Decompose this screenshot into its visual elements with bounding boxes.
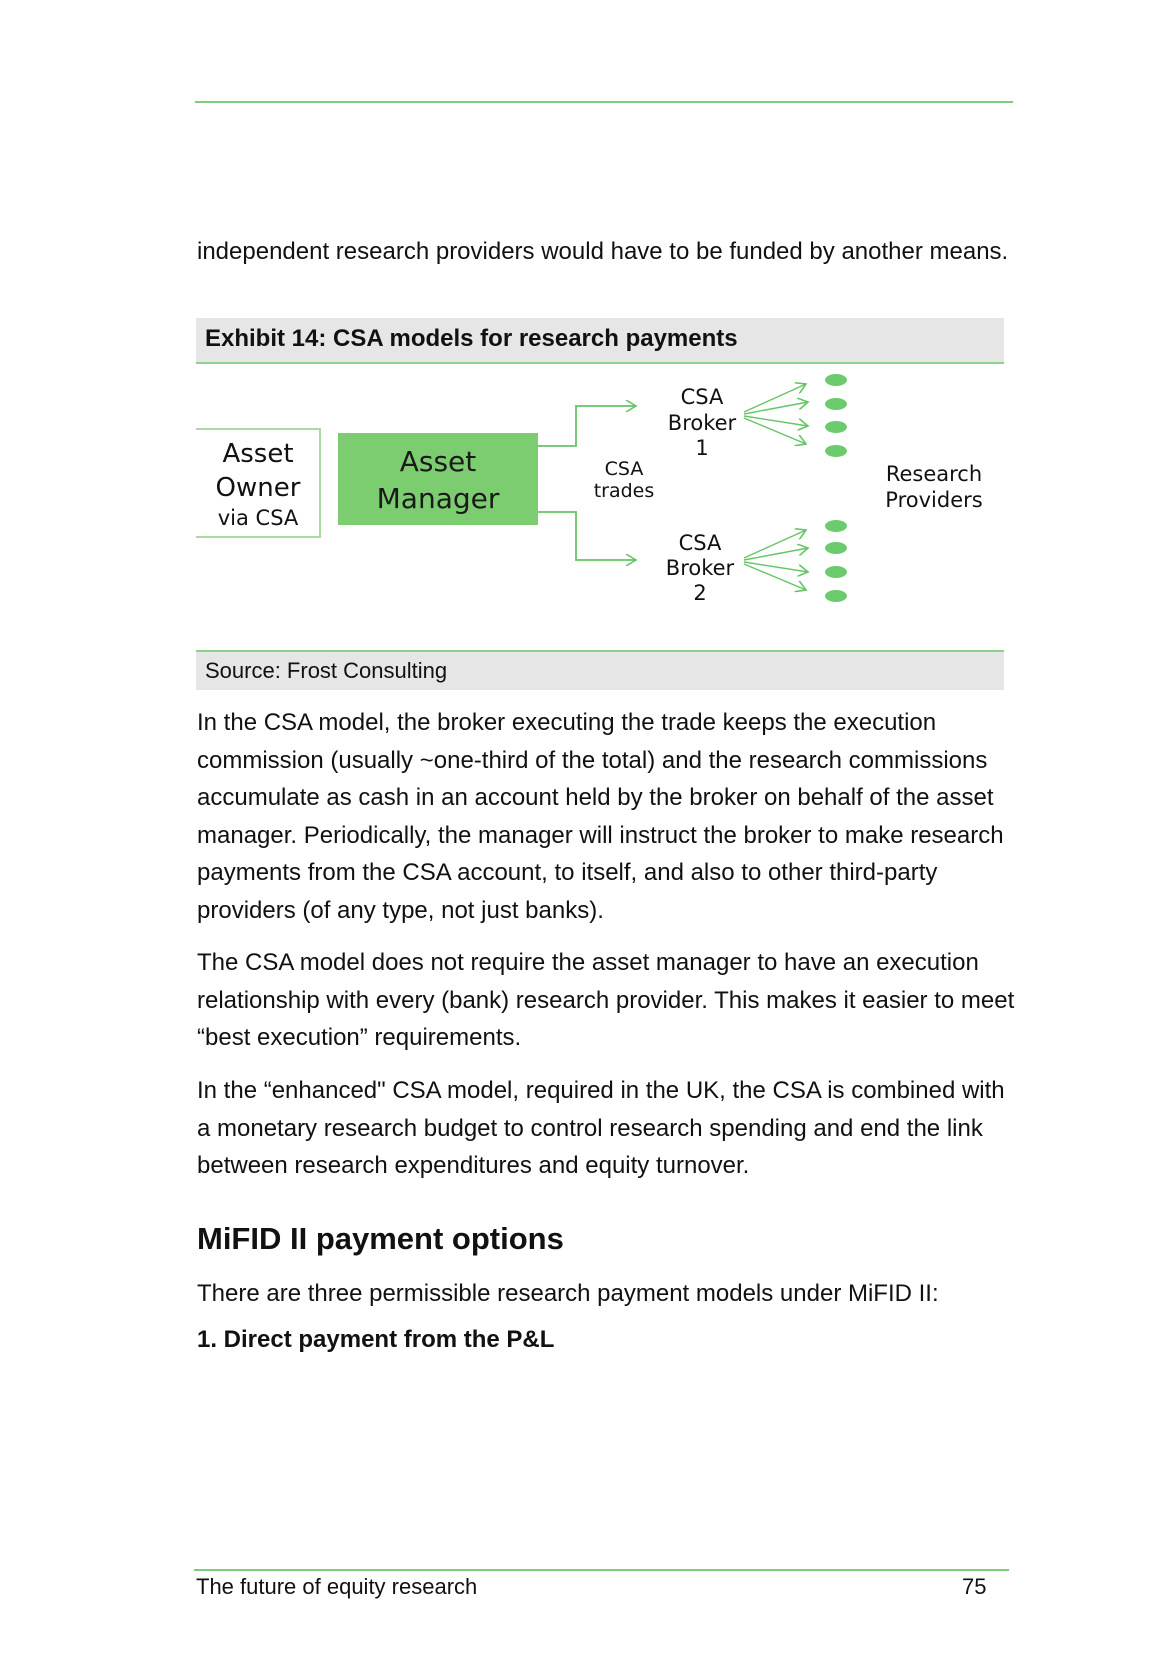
research-providers-line1: Research <box>885 462 983 486</box>
arrow-to-broker-2 <box>538 512 636 560</box>
broker2-line3: 2 <box>693 581 707 605</box>
asset-owner-line3: via CSA <box>217 506 299 530</box>
broker1-line2: Broker <box>667 411 737 435</box>
broker2-line2: Broker <box>665 556 735 580</box>
asset-manager-line1: Asset <box>399 445 477 478</box>
csa-trades-line1: CSA <box>604 458 644 480</box>
asset-owner-box <box>196 429 320 537</box>
section-intro: There are three permissible research payment models under MiFID II: <box>197 1280 939 1307</box>
csa-trades-line2: trades <box>593 480 655 502</box>
footer-rule <box>194 1569 1009 1571</box>
exhibit-source-bar <box>196 650 1004 690</box>
body-paragraph-3: In the “enhanced" CSA model, required in the UK, the CSA is combined with a monetary research budget to control research spending and end the link between research expenditures and equity turnover. <box>197 1077 1005 1179</box>
broker1-fan-arrows <box>744 384 808 444</box>
provider-dot <box>825 421 847 433</box>
broker1-line1: CSA <box>680 385 724 409</box>
exhibit-title: Exhibit 14: CSA models for research payments <box>205 325 738 352</box>
provider-dot <box>825 445 847 457</box>
list-item-heading: 1. Direct payment from the P&L <box>197 1326 555 1353</box>
provider-dot <box>825 398 847 410</box>
csa-diagram <box>196 364 1004 648</box>
body-paragraph-2: The CSA model does not require the asset manager to have an execution relationship with every (bank) research provider. This makes it easier to meet “best execution” requirements. <box>197 949 1015 1051</box>
footer-title: The future of equity research <box>196 1574 478 1599</box>
provider-dot <box>825 590 847 602</box>
arrow-to-broker-1 <box>538 406 636 446</box>
research-providers-line2: Providers <box>885 488 983 512</box>
asset-owner-line1: Asset <box>222 439 294 469</box>
header-rule <box>195 101 1013 103</box>
provider-dot <box>825 542 847 554</box>
asset-owner-line2: Owner <box>215 473 301 503</box>
broker2-line1: CSA <box>678 531 722 555</box>
page-number: 75 <box>962 1574 987 1599</box>
provider-dot <box>825 566 847 578</box>
broker2-fan-arrows <box>744 530 808 590</box>
section-heading: MiFID II payment options <box>197 1221 564 1256</box>
asset-manager-line2: Manager <box>376 482 500 515</box>
asset-manager-box <box>338 433 538 525</box>
provider-dot <box>825 374 847 386</box>
intro-paragraph: independent research providers would have to be funded by another means. <box>197 238 1009 265</box>
provider-dot <box>825 520 847 532</box>
exhibit-header <box>196 318 1004 364</box>
provider-dots <box>825 374 847 602</box>
broker1-line3: 1 <box>695 436 709 460</box>
exhibit-source: Source: Frost Consulting <box>205 658 448 683</box>
body-paragraph-1: In the CSA model, the broker executing the trade keeps the execution commission (usually ~one-third of the total) and the research commissions accumulate as cash in an account held by the broker on behalf of the asset manager. Periodically, the manager will instruct the broker to make research payments from the CSA account, to itself, and also to other third-party providers (of any type, not just banks). <box>197 709 1004 924</box>
